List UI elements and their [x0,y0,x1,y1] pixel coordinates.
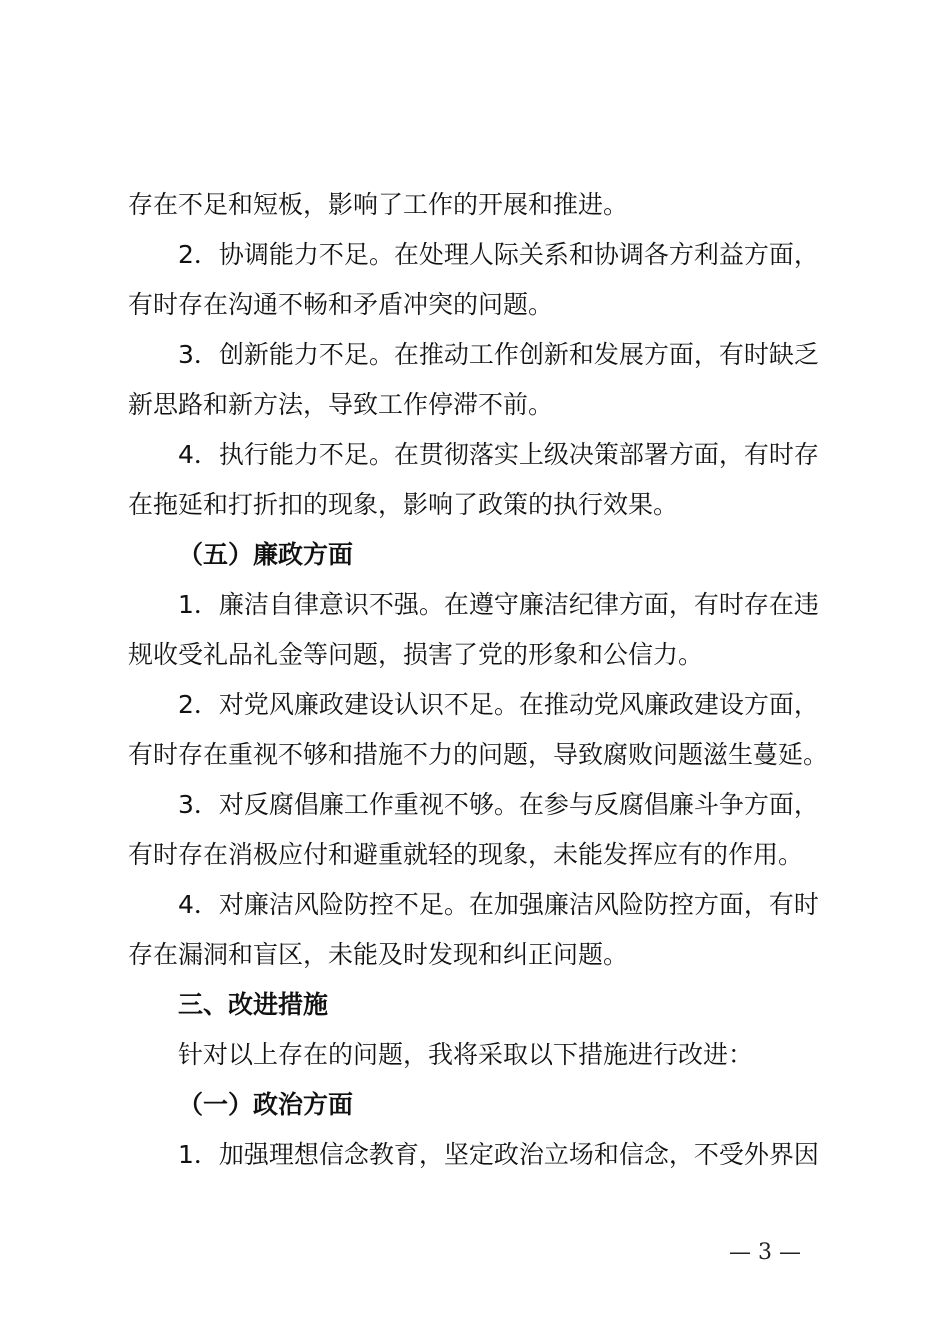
paragraph-line: 3．对反腐倡廉工作重视不够。在参与反腐倡廉斗争方面， [178,790,819,819]
paragraph-line: 有时存在沟通不畅和矛盾冲突的问题。 [128,290,554,319]
paragraph-line: 存在不足和短板，影响了工作的开展和推进。 [128,190,629,219]
paragraph-line: 4．执行能力不足。在贯彻落实上级决策部署方面，有时存 [178,440,819,469]
section-heading-zhengzhi: （一）政治方面 [178,1090,354,1119]
paragraph-line: 存在漏洞和盲区，未能及时发现和纠正问题。 [128,940,629,969]
paragraph-line: 有时存在重视不够和措施不力的问题，导致腐败问题滋生蔓延。 [128,740,829,769]
paragraph-line: 4．对廉洁风险防控不足。在加强廉洁风险防控方面，有时 [178,890,819,919]
paragraph-line: 3．创新能力不足。在推动工作创新和发展方面，有时缺乏 [178,340,819,369]
paragraph-line: 在拖延和打折扣的现象，影响了政策的执行效果。 [128,490,679,519]
page-number: — 3 — [729,1240,801,1265]
paragraph-line: 2．对党风廉政建设认识不足。在推动党风廉政建设方面， [178,690,819,719]
paragraph-line: 新思路和新方法，导致工作停滞不前。 [128,390,554,419]
section-heading-lianzheng: （五）廉政方面 [178,540,354,569]
section-heading-gaijin: 三、改进措施 [178,990,329,1019]
paragraph-line: 规收受礼品礼金等问题，损害了党的形象和公信力。 [128,640,704,669]
paragraph-line: 1．廉洁自律意识不强。在遵守廉洁纪律方面，有时存在违 [178,590,819,619]
paragraph-line: 1．加强理想信念教育，坚定政治立场和信念，不受外界因 [178,1140,819,1169]
paragraph-line: 2．协调能力不足。在处理人际关系和协调各方利益方面， [178,240,819,269]
paragraph-line: 针对以上存在的问题，我将采取以下措施进行改进： [178,1040,754,1069]
paragraph-line: 有时存在消极应付和避重就轻的现象，未能发挥应有的作用。 [128,840,804,869]
